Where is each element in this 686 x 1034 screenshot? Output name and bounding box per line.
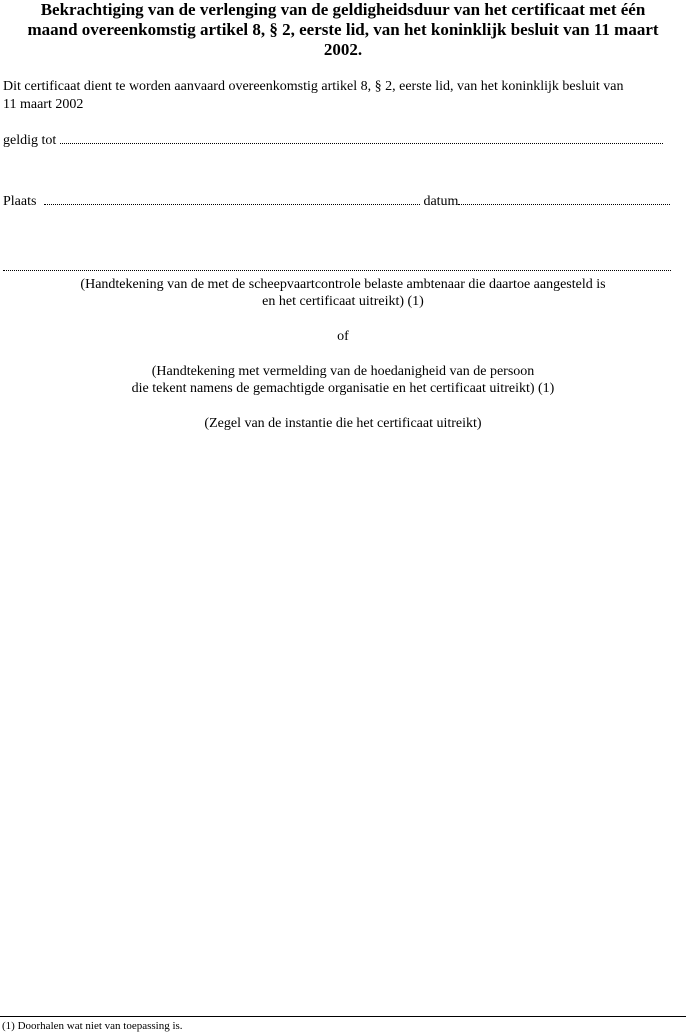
- title-line-1: Bekrachtiging van de verlenging van de geldigheidsduur van het certificaat met één: [40, 0, 646, 19]
- date-field[interactable]: [458, 192, 670, 205]
- footnote-divider: [0, 1016, 686, 1017]
- org-caption-line-1: (Handtekening met vermelding van de hoedanigheid van de persoon: [151, 364, 535, 379]
- date-label: datum: [423, 194, 459, 209]
- official-caption-line-2: en het certificaat uitreikt) (1): [262, 294, 424, 309]
- intro-paragraph: [3, 78, 685, 114]
- place-field[interactable]: [44, 192, 420, 205]
- valid-until-field[interactable]: [60, 131, 663, 144]
- intro-line-2: 11 maart 2002: [3, 97, 84, 112]
- title-line-3: 2002.: [323, 40, 363, 59]
- official-signature-caption: [0, 276, 686, 310]
- place-date-row: [3, 192, 670, 211]
- footnote: (1) Doorhalen wat niet van toepassing is.: [2, 1020, 183, 1032]
- valid-until-label: geldig tot: [3, 133, 57, 148]
- organisation-signature-caption: [0, 363, 686, 397]
- title-line-2: maand overeenkomstig artikel 8, § 2, eerste lid, van het koninklijk besluit van 11 maart: [27, 20, 659, 39]
- official-caption-line-1: (Handtekening van de met de scheepvaartcontrole belaste ambtenaar die daartoe aangesteld is: [80, 277, 606, 292]
- document-title: [0, 0, 686, 60]
- org-caption-line-2: die tekent namens de gemachtigde organisatie en het certificaat uitreikt) (1): [131, 381, 555, 396]
- valid-until-row: [3, 131, 663, 150]
- place-label: Plaats: [3, 194, 37, 209]
- or-separator: of: [337, 329, 349, 344]
- seal-caption: (Zegel van de instantie die het certificaat uitreikt): [204, 416, 482, 431]
- intro-line-1: Dit certificaat dient te worden aanvaard overeenkomstig artikel 8, § 2, eerste lid, van het koninklijk besluit van: [3, 79, 624, 94]
- signature-line[interactable]: [3, 270, 671, 271]
